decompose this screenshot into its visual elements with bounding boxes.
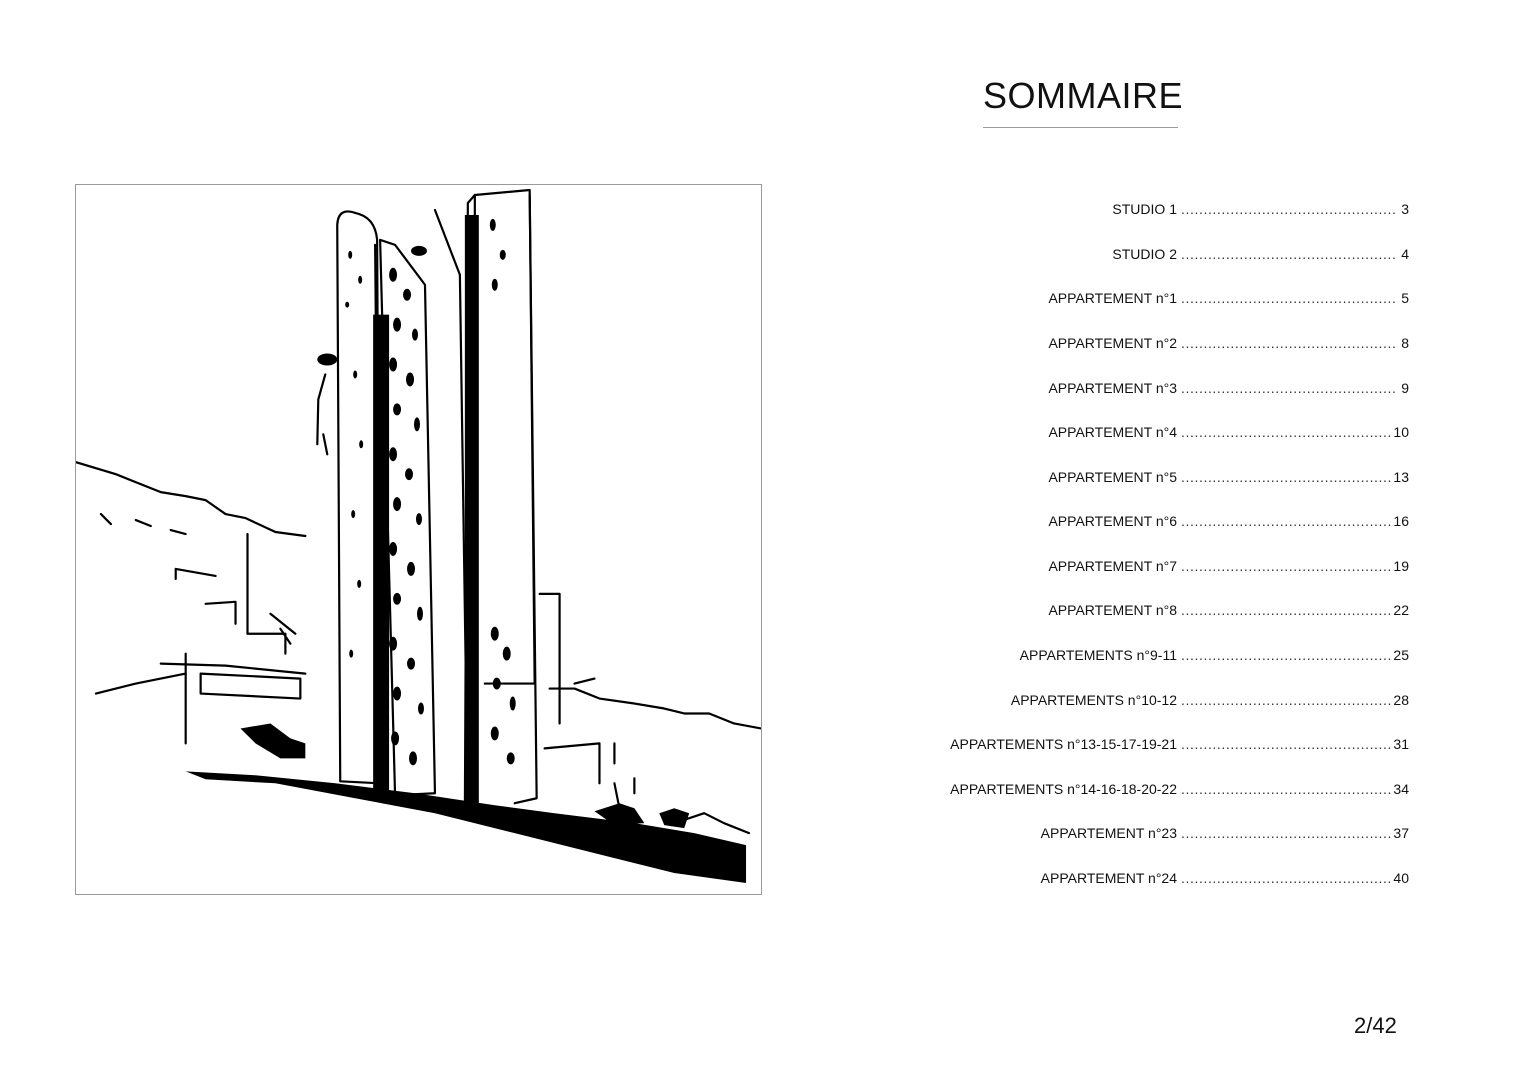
toc-entry[interactable] — [930, 420, 1410, 444]
toc-entry[interactable] — [930, 821, 1410, 845]
toc-entry-page: 5 — [1401, 290, 1409, 306]
toc-entry[interactable] — [930, 688, 1410, 712]
toc-leader-dots — [1181, 331, 1396, 355]
toc-entry-label: APPARTEMENT n°6 — [1048, 513, 1177, 529]
toc-entry-page: 37 — [1393, 825, 1409, 841]
toc-leader-dots — [1181, 866, 1391, 890]
toc-leader-dots — [1181, 554, 1391, 578]
toc-entry-page: 31 — [1393, 736, 1409, 752]
toc-entry[interactable] — [930, 376, 1410, 400]
toc-entry-label: APPARTEMENTS n°9-11 — [1019, 647, 1177, 663]
building-sketch-illustration — [76, 185, 761, 894]
toc-entry-page: 25 — [1393, 647, 1409, 663]
toc-entry[interactable] — [930, 465, 1410, 489]
toc-leader-dots — [1181, 509, 1391, 533]
toc-entry-label: APPARTEMENT n°7 — [1048, 558, 1177, 574]
toc-entry-label: APPARTEMENTS n°10-12 — [1010, 692, 1177, 708]
toc-entry-page: 9 — [1401, 380, 1409, 396]
toc-entry-label: APPARTEMENT n°23 — [1040, 825, 1177, 841]
toc-leader-dots — [1181, 821, 1391, 845]
toc-entry-label: APPARTEMENT n°8 — [1048, 602, 1177, 618]
toc-entry[interactable] — [930, 643, 1410, 667]
toc-entry[interactable] — [930, 509, 1410, 533]
toc-leader-dots — [1181, 688, 1391, 712]
toc-leader-dots — [1181, 732, 1391, 756]
toc-entry-label: STUDIO 1 — [1112, 201, 1177, 217]
toc-entry-page: 8 — [1401, 335, 1409, 351]
toc-entry-page: 3 — [1401, 201, 1409, 217]
toc-entry-page: 40 — [1393, 870, 1409, 886]
toc-entry-page: 28 — [1393, 692, 1409, 708]
title-divider — [983, 127, 1178, 128]
toc-leader-dots — [1181, 643, 1391, 667]
toc-leader-dots — [1181, 197, 1396, 221]
toc-leader-dots — [1181, 465, 1391, 489]
toc-entry[interactable] — [930, 286, 1410, 310]
toc-entry[interactable] — [930, 777, 1410, 801]
toc-leader-dots — [1181, 376, 1396, 400]
page-number: 2/42 — [1354, 1013, 1397, 1038]
toc-entry[interactable] — [930, 242, 1410, 266]
toc-leader-dots — [1181, 420, 1391, 444]
toc-entry-page: 34 — [1393, 781, 1409, 797]
toc-entry[interactable] — [930, 732, 1410, 756]
toc-entry-page: 19 — [1393, 558, 1409, 574]
toc-entry-label: APPARTEMENT n°2 — [1048, 335, 1177, 351]
toc-entry-page: 10 — [1393, 424, 1409, 440]
toc-entry-page: 4 — [1401, 246, 1409, 262]
toc-entry-label: APPARTEMENTS n°14-16-18-20-22 — [950, 781, 1177, 797]
toc-entry-label: APPARTEMENT n°5 — [1048, 469, 1177, 485]
toc-entry[interactable] — [930, 866, 1410, 890]
toc-entry-page: 16 — [1393, 513, 1409, 529]
toc-entry-page: 13 — [1393, 469, 1409, 485]
page-title: SOMMAIRE — [983, 75, 1184, 116]
toc-entry[interactable] — [930, 598, 1410, 622]
toc-leader-dots — [1181, 286, 1396, 310]
toc-entry[interactable] — [930, 331, 1410, 355]
toc-entry-label: STUDIO 2 — [1112, 246, 1177, 262]
toc-entry[interactable] — [930, 554, 1410, 578]
toc-entry-label: APPARTEMENT n°24 — [1040, 870, 1177, 886]
toc-entry-page: 22 — [1393, 602, 1409, 618]
toc-leader-dots — [1181, 598, 1391, 622]
tower-sketch-image — [75, 184, 762, 895]
toc-entry-label: APPARTEMENT n°4 — [1048, 424, 1177, 440]
toc-entry-label: APPARTEMENT n°1 — [1048, 290, 1177, 306]
toc-leader-dots — [1181, 242, 1396, 266]
toc-entry[interactable] — [930, 197, 1410, 221]
toc-leader-dots — [1181, 777, 1391, 801]
toc-entry-label: APPARTEMENTS n°13-15-17-19-21 — [950, 736, 1177, 752]
toc-entry-label: APPARTEMENT n°3 — [1048, 380, 1177, 396]
